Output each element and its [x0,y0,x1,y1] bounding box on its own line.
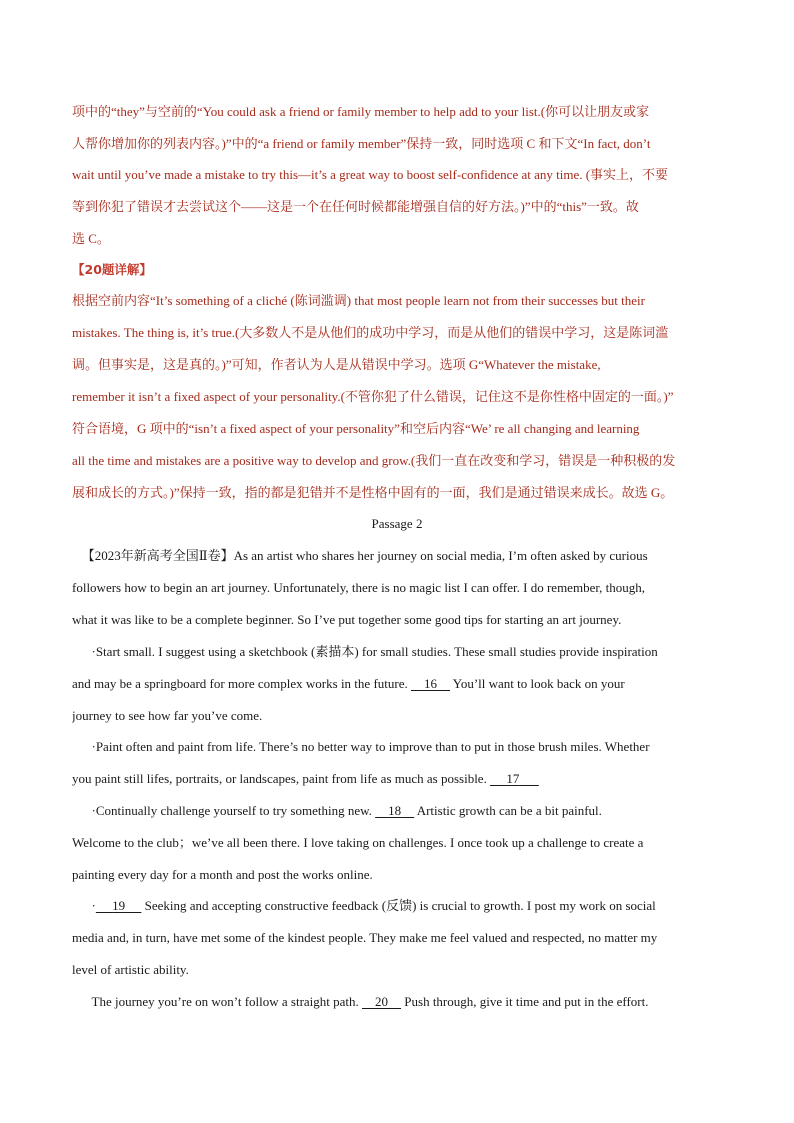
tip-1-line [72,674,722,694]
blank-17[interactable] [490,771,539,786]
passage-intro-line: followers how to begin an art journey. Unfortunately, there is no magic list I can offer. I do remember, though, [72,580,646,595]
explanation-19-line: 人帮你增加你的列表内容。)”中的“a friend or family member”保持一致，同时选项 C 和下文“In fact, don’t [72,136,651,151]
tip-3-line: Welcome to the club；we’ve all been there. I love taking on challenges. I once took up a challenge to create a [72,835,644,850]
explanation-20-line: remember it isn’t a fixed aspect of your personality.(不管你犯了什么错误，记住这不是你性格中固定的一面。)” [72,389,674,404]
tip-1-line: journey to see how far you’ve come. [72,708,263,723]
closing-text: The journey you’re on won’t follow a straight path. [91,994,363,1009]
tip-4-text: Seeking and accepting constructive feedback (反馈) is crucial to growth. I post my work on social [141,898,656,913]
tip-2-line [72,737,722,757]
passage-intro-line [72,546,722,566]
explanation-20-line: 展和成长的方式。)”保持一致，指的都是犯错并不是性格中固有的一面，我们是通过错误来成长。故选 G。 [72,485,674,500]
blank-17-number: 17 [506,771,520,786]
tip-4-line [72,896,722,916]
blank-20[interactable] [362,994,401,1009]
blank-20-number: 20 [375,994,389,1009]
blank-18[interactable] [375,803,414,818]
tip-2-line [72,769,722,789]
tip-2-text: you paint still lifes, portraits, or landscapes, paint from life as much as possible. [72,771,491,786]
tip-3-text: ·Continually challenge yourself to try something new. [91,803,376,818]
explanation-19-line: wait until you’ve made a mistake to try this—it’s a great way to boost self-confidence at any time. (事实上，不要 [72,167,669,182]
passage-intro-line: what it was like to be a complete beginner. So I’ve put together some good tips for starting an art journey. [72,612,622,627]
explanation-20-line: all the time and mistakes are a positive way to develop and grow.(我们一直在改变和学习，错误是一种积极的发 [72,453,676,468]
passage-source: 【2023年新高考全国Ⅱ卷】 [81,548,234,563]
tip-1-text: You’ll want to look back on your [449,676,625,691]
tip-1-text: and may be a springboard for more complex works in the future. [72,676,411,691]
closing-text: Push through, give it time and put in the effort. [401,994,649,1009]
explanation-20-heading: 【20题详解】 [72,262,152,277]
explanation-19-line: 选 C。 [72,231,110,246]
blank-19[interactable] [96,898,142,913]
tip-1-line [72,642,722,662]
passage-title: Passage 2 [371,516,423,531]
explanation-20-line: 调。但事实是，这是真的。)”可知，作者认为人是从错误中学习。选项 G“Whatever the mistake, [72,357,601,372]
explanation-19-line: 等到你犯了错误才去尝试这个——这是一个在任何时候都能增强自信的好方法。)”中的“this”一致。故 [72,199,639,214]
blank-16-number: 16 [423,676,437,691]
tip-2-text: ·Paint often and paint from life. There’s no better way to improve than to put in those brush miles. Whether [91,739,650,754]
tip-4-bullet: · [91,898,96,913]
tip-3-text: Artistic growth can be a bit painful. [414,803,602,818]
explanation-20-line: mistakes. The thing is, it’s true.(大多数人不是从他们的成功中学习，而是从他们的错误中学习，这是陈词滥 [72,325,669,340]
explanation-20-line: 符合语境，G 项中的“isn’t a fixed aspect of your personality”和空后内容“We’ re all changing and learning [72,421,640,436]
tip-3-line [72,801,722,821]
tip-4-line: level of artistic ability. [72,962,189,977]
blank-19-number: 19 [112,898,126,913]
tip-1-text: ·Start small. I suggest using a sketchbook (素描本) for small studies. These small studies provide inspiration [91,644,658,659]
explanation-19-line: 项中的“they”与空前的“You could ask a friend or family member to help add to your list.(你可以让朋友或家 [72,104,650,119]
passage-intro-text: As an artist who shares her journey on social media, I’m often asked by curious [233,548,648,563]
closing-line [72,992,722,1012]
tip-3-line: painting every day for a month and post the works online. [72,867,373,882]
blank-18-number: 18 [388,803,402,818]
explanation-20-line: 根据空前内容“It’s something of a cliché (陈词滥调) that most people learn not from their successes but their [72,293,645,308]
blank-16[interactable] [411,676,450,691]
tip-4-line: media and, in turn, have met some of the kindest people. They make me feel valued and respected, no matter my [72,930,658,945]
